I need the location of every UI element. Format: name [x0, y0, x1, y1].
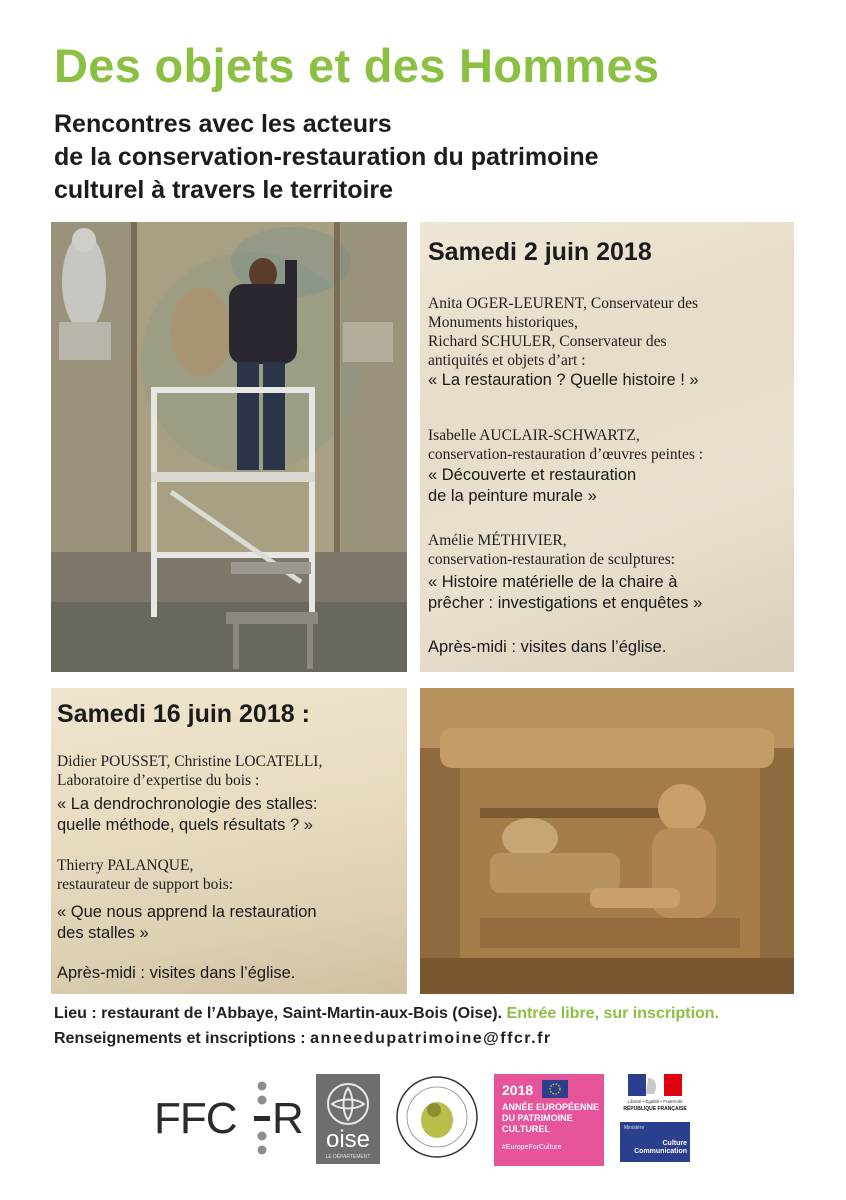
talk-line: « Que nous apprend la restauration: [57, 903, 317, 921]
subtitle: [54, 108, 774, 207]
speaker-line: Thierry PALANQUE,: [57, 857, 194, 874]
speaker-line: antiquités et objets d’art :: [428, 352, 586, 369]
day1-speaker2: [428, 426, 794, 464]
ministry-line: Culture: [662, 1140, 687, 1147]
speaker-line: Richard SCHULER, Conservateur des: [428, 333, 667, 350]
oise-logo: [316, 1074, 380, 1164]
program-day2-panel: [51, 688, 407, 994]
talk-line: des stalles »: [57, 924, 149, 942]
ministry-culture-logo: [620, 1074, 690, 1166]
talk-line: de la peinture murale »: [428, 487, 597, 505]
europe-line: DU PATRIMOINE: [502, 1113, 573, 1123]
marianne-flag-icon: [628, 1074, 682, 1096]
subtitle-line: de la conservation-restauration du patrimoine: [54, 143, 599, 171]
day1-talk2: [428, 465, 636, 507]
europe-line: CULTUREL: [502, 1124, 550, 1134]
speaker-line: conservation-restauration de sculptures:: [428, 551, 676, 568]
day1-speakers: [428, 294, 794, 370]
day1-talk3: [428, 572, 702, 614]
fresco-restoration-photo: [51, 222, 407, 672]
ffcr-text-left: FFC: [154, 1094, 237, 1143]
speaker-line: Isabelle AUCLAIR-SCHWARTZ,: [428, 427, 640, 444]
europe-hashtag: #EuropeForCulture: [502, 1144, 562, 1151]
subtitle-line: Rencontres avec les acteurs: [54, 110, 392, 138]
day1-speaker3: [428, 531, 794, 569]
stalles-seal-icon: [394, 1072, 480, 1162]
talk-line: « Découverte et restauration: [428, 466, 637, 484]
day2-speaker2: [57, 856, 407, 894]
contact-line: [54, 1030, 552, 1048]
europe-line: ANNÉE EUROPÉENNE: [502, 1102, 600, 1112]
speaker-line: Didier POUSSET, Christine LOCATELLI,: [57, 753, 323, 770]
speaker-line: Anita OGER-LEURENT, Conservateur des: [428, 295, 699, 312]
day2-talk2: [57, 902, 317, 944]
day1-heading: Samedi 2 juin 2018: [428, 238, 652, 266]
ffcr-logo: [154, 1072, 304, 1168]
wood-carving-photo: [420, 688, 794, 994]
talk-line: prêcher : investigations et enquêtes »: [428, 594, 703, 612]
contact-email[interactable]: anneedupatrimoine@ffcr.fr: [310, 1030, 552, 1047]
rf-name: RÉPUBLIQUE FRANÇAISE: [623, 1106, 687, 1112]
carving-illustration: [420, 688, 794, 994]
speaker-line: Monuments historiques,: [428, 314, 578, 331]
speaker-line: restaurateur de support bois:: [57, 876, 234, 893]
entry-text: Entrée libre, sur inscription.: [506, 1005, 720, 1022]
venue-text: Lieu : restaurant de l’Abbaye, Saint-Martin-aux-Bois (Oise).: [54, 1005, 503, 1022]
day2-afternoon: Après-midi : visites dans l’église.: [57, 964, 296, 982]
talk-line: « Histoire matérielle de la chaire à: [428, 573, 678, 591]
ministry-top: Ministère: [624, 1125, 645, 1131]
day2-speaker1: [57, 752, 407, 790]
oise-emblem-icon: [324, 1080, 372, 1128]
ministry-block: [620, 1122, 690, 1162]
talk-line: « La dendrochronologie des stalles:: [57, 795, 318, 813]
page-title: Des objets et des Hommes: [54, 39, 660, 92]
program-day1-panel: [420, 222, 794, 672]
venue-line: [54, 1005, 719, 1023]
speaker-line: Amélie MÉTHIVIER,: [428, 532, 567, 549]
contact-label: Renseignements et inscriptions :: [54, 1030, 306, 1047]
europe-year: 2018: [502, 1082, 534, 1098]
eu-flag-icon: [542, 1080, 568, 1098]
oise-subtext: LE DÉPARTEMENT: [325, 1154, 371, 1160]
day2-heading: Samedi 16 juin 2018 :: [57, 700, 310, 728]
fresco-scene-illustration: [51, 222, 407, 672]
day2-talk1: [57, 794, 318, 836]
talk-line: quelle méthode, quels résultats ? »: [57, 816, 313, 834]
subtitle-line: culturel à travers le territoire: [54, 176, 394, 204]
rf-motto: Liberté • Égalité • Fraternité: [627, 1099, 683, 1104]
europe-lines: [502, 1102, 599, 1135]
ffcr-text-right: R: [272, 1094, 304, 1143]
ffcr-dots-icon: [252, 1080, 272, 1160]
day1-afternoon: Après-midi : visites dans l’église.: [428, 638, 667, 656]
ministry-line: Communication: [634, 1148, 687, 1155]
speaker-line: conservation-restauration d’œuvres peintes :: [428, 446, 704, 463]
speaker-line: Laboratoire d’expertise du bois :: [57, 772, 260, 789]
day1-talk1: « La restauration ? Quelle histoire ! »: [428, 371, 699, 389]
stalles-picardie-logo: [394, 1072, 480, 1168]
europe-heritage-logo: [494, 1074, 604, 1166]
ministry-lines: [634, 1140, 687, 1156]
oise-text: oise: [325, 1126, 371, 1153]
